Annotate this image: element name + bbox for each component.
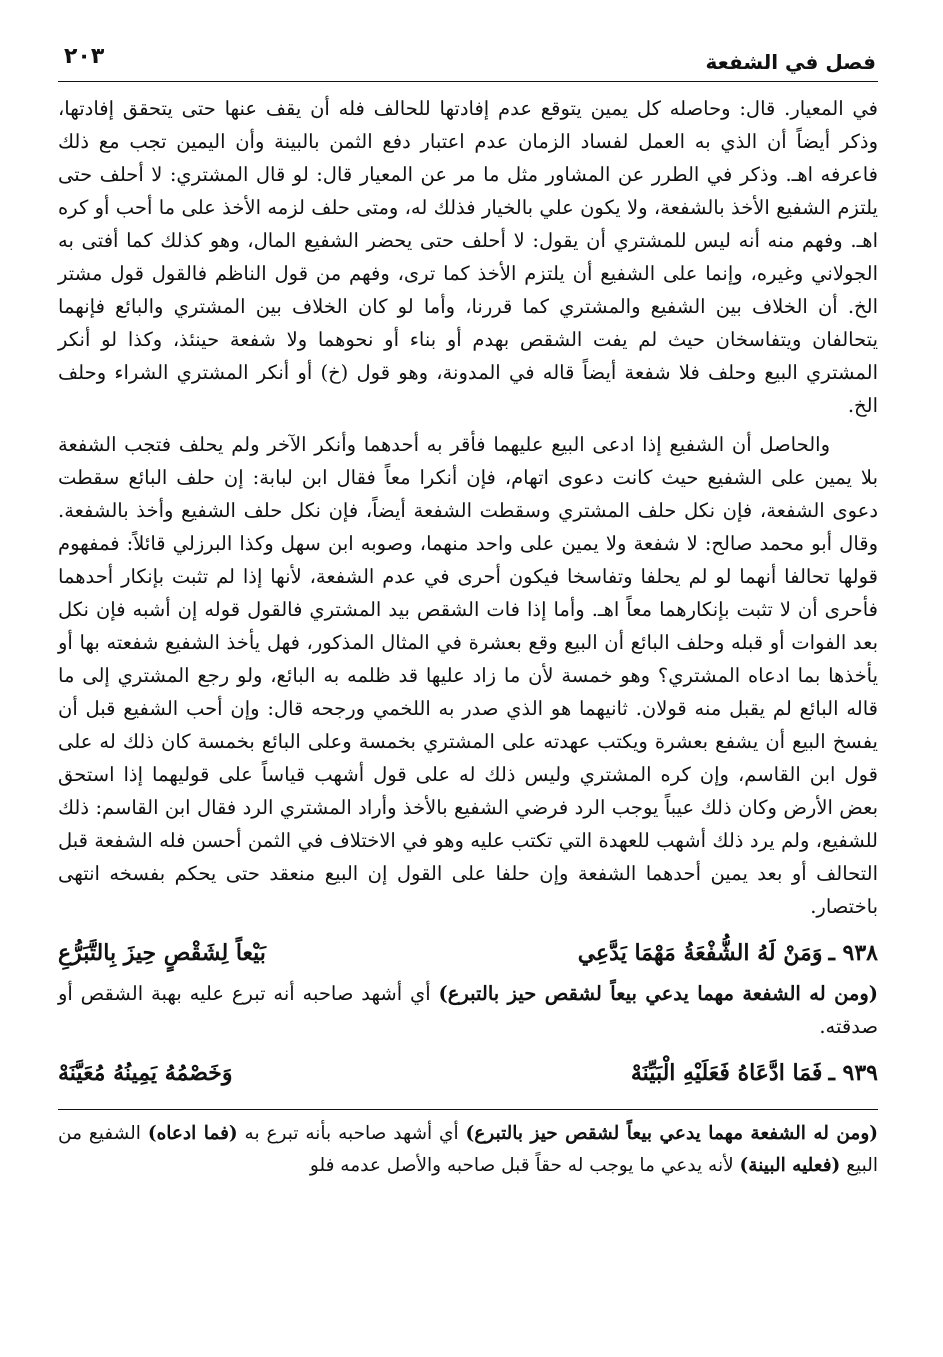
verse-938 <box>58 931 878 975</box>
paragraph-1: في المعيار. قال: وحاصله كل يمين يتوقع عدم إفادتها للحالف فله أن يقف عنها حتى يتحقق إفادتها، وذكر أيضاً أن الذي به العمل لفساد الزمان عدم اعتبار دفع الثمن بالبينة وأن اليمين تجب مع ذلك فاعرفه اهـ. وذكر في الطرر عن المشاور مثل ما مر عن المعيار قال: لو قال المشتري: لا أحلف حتى يلتزم الشفيع الأخذ بالشفعة، ولا يكون علي بالخيار فذلك له، ومتى حلف لزمه الأخذ على ما أحب أو كره اهـ. وفهم منه أنه ليس للمشتري أن يقول: لا أحلف حتى يحضر الشفيع المال، وهو كذلك كما أفتى به الجولاني وغيره، وإنما على الشفيع أن يلتزم الأخذ كما ترى، وفهم من قول الناظم فالقول قول مشتر الخ. أن الخلاف بين الشفيع والمشتري كما قررنا، وأما لو كان الخلاف بين المشتري والبائع فإنهما يتحالفان ويتفاسخان حيث لم يفت الشقص بهدم أو بناء أو نحوهما ولا شفعة حينئذ، وكذا لو أنكر المشتري البيع وحلف فلا شفعة أيضاً قاله في المدونة، وهو قول (خ) أو أنكر المشتري الشراء وحلف الخ. <box>58 97 878 417</box>
paragraph-2: والحاصل أن الشفيع إذا ادعى البيع عليهما فأقر به أحدهما وأنكر الآخر ولم يحلف فتجب الشفعة بلا يمين على الشفيع حيث كانت دعوى اتهام، فإن أنكرا معاً فقال ابن لبابة: إن حلف البائع سقطت دعوى الشفعة، فإن نكل حلف المشتري وسقطت الشفعة أيضاً، فإن نكل حلف الشفيع وأخذ بالشفعة. وقال أبو محمد صالح: لا شفعة ولا يمين على واحد منهما، وصوبه ابن سهل وكذا البرزلي قائلاً: فمفهوم قولها تحالفا أنهما لو لم يحلفا وتفاسخا فيكون أحرى في عدم الشفعة، لأنها إذا لم تثبت بإنكار أحدهما فأحرى أن لا تثبت بإنكارهما معاً اهـ. وأما إذا فات الشقص بيد المشتري فالقول قوله إن أشبه فإن نكل بعد الفوات أو قبله وحلف البائع أن البيع وقع بعشرة في المثال المذكور، فهل يأخذ الشفيع شفعته بها أو يأخذها بما ادعاه المشتري؟ وهو خمسة لأن ما زاد عليها قد ظلمه به البائع، ولو رجع المشتري إلى ما قاله البائع لم يقبل منه قولان. ثانيهما هو الذي صدر به اللخمي ورجحه قال: وإن أحب الشفيع قبل أن يفسخ البيع أن يشفع بعشرة ويكتب عهدته على المشتري بخمسة وعلى البائع بخمسة كان ذلك له على قول ابن القاسم، وإن كره المشتري وليس ذلك له على قول أشهب قياساً على قوليهما إذا استحق بعض الأرض وكان ذلك عيباً يوجب الرد فرضي الشفيع بالأخذ وأراد المشتري الرد فقال ابن القاسم: ذلك للشفيع، ولم يرد ذلك أشهب للعهدة التي تكتب عليه وهو في الاختلاف في الثمن أحسن فله الشفعة قبل التحالف أو بعد يمين أحدهما الشفعة وإن حلفا على القول إن البيع منعقد حتى يحكم بفسخه انتهى باختصار. <box>58 433 879 918</box>
verse-hemistich-second: وَخَصْمُهُ يَمِينُهُ مُعَيَّنَهْ <box>58 1060 233 1086</box>
commentary-quote: (ومن له الشفعة مهما يدعي بيعاً لشقص حيز بالتبرع) <box>438 982 878 1005</box>
commentary-text: أي أشهد صاحبه أنه تبرع عليه بهبة الشقص أو صدقته. <box>58 982 878 1038</box>
verse-number: ٩٣٩ ـ <box>828 1060 878 1086</box>
footnote-rule <box>58 1109 878 1110</box>
verse-hemistich-second: بَيْعاً لِشَقْصٍ حِيزَ بِالتَّبَرُّعِ <box>58 940 266 966</box>
footnote-quote-2: (فما ادعاه) <box>147 1123 238 1144</box>
chapter-title: فصل في الشفعة <box>705 50 876 74</box>
verse-938-commentary <box>58 977 878 1043</box>
footnote-text-2: الشفيع من البيع <box>58 1123 878 1176</box>
main-text <box>58 92 878 923</box>
page-number: ٢٠٣ <box>64 44 105 69</box>
running-header <box>58 30 878 82</box>
footnote-quote-3: (فعليه البينة) <box>739 1155 841 1176</box>
verse-hemistich-first: فَمَا ادَّعَاهُ فَعَلَيْهِ الْبَيِّنَهْ <box>630 1060 823 1086</box>
book-page <box>58 30 878 1340</box>
header-rule <box>58 81 878 82</box>
verse-number: ٩٣٨ ـ <box>828 940 878 966</box>
footnote-text-3: لأنه يدعي ما يوجب له حقاً قبل صاحبه والأصل عدمه فلو <box>309 1155 740 1176</box>
verse-939 <box>58 1051 878 1095</box>
footnote-text-1: أي أشهد صاحبه بأنه تبرع به <box>237 1123 466 1144</box>
footnote <box>58 1118 878 1182</box>
verse-hemistich-first: وَمَنْ لَهُ الشُّفْعَةُ مَهْمَا يَدَّعِي <box>577 940 823 966</box>
footnote-quote-1: (ومن له الشفعة مهما يدعي بيعاً لشقص حيز بالتبرع) <box>465 1123 879 1144</box>
